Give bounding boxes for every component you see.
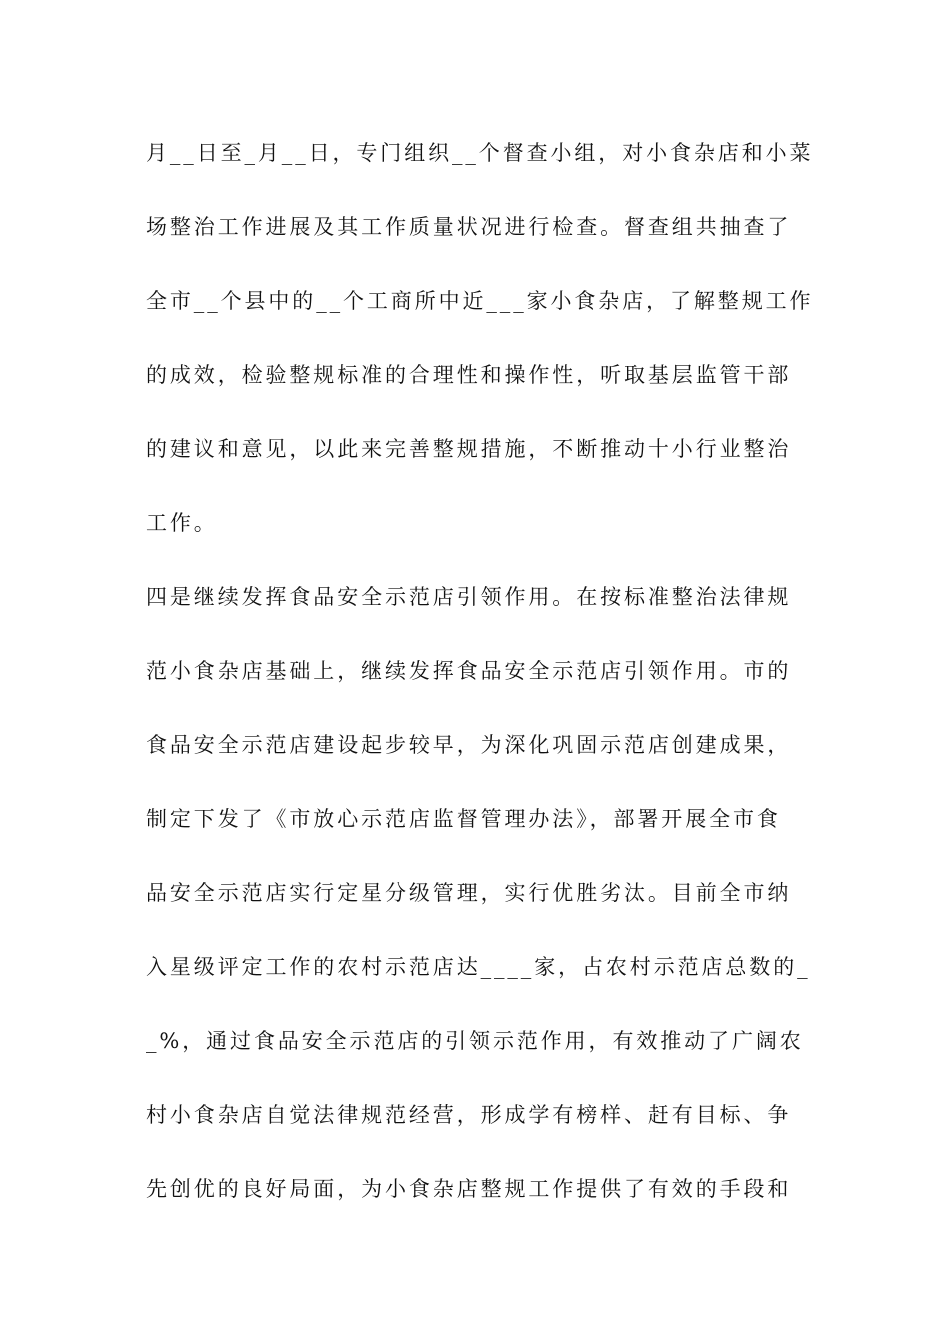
text-line: 的建议和意见，以此来完善整规措施，不断推动十小行业整治 — [146, 437, 792, 461]
text-line: 全市__个县中的__个工商所中近___家小食杂店，了解整规工作 — [146, 289, 814, 313]
text-line: 先创优的良好局面，为小食杂店整规工作提供了有效的手段和 — [146, 1177, 792, 1201]
text-line: 月__日至_月__日，专门组织__个督查小组，对小食杂店和小菜 — [146, 141, 814, 165]
text-line: 入星级评定工作的农村示范店达____家，占农村示范店总数的_ — [146, 955, 811, 979]
text-line: 范小食杂店基础上，继续发挥食品安全示范店引领作用。市的 — [146, 659, 792, 683]
text-line: 工作。 — [146, 511, 218, 535]
text-line: 场整治工作进展及其工作质量状况进行检查。督查组共抽查了 — [146, 215, 792, 239]
text-line: 村小食杂店自觉法律规范经营，形成学有榜样、赶有目标、争 — [146, 1103, 792, 1127]
text-line: 制定下发了《市放心示范店监督管理办法》，部署开展全市食 — [146, 807, 781, 831]
text-line: 的成效，检验整规标准的合理性和操作性，听取基层监管干部 — [146, 363, 792, 387]
text-line: _%，通过食品安全示范店的引领示范作用，有效推动了广阔农 — [146, 1029, 804, 1053]
text-line: 食品安全示范店建设起步较早，为深化巩固示范店创建成果， — [146, 733, 792, 757]
text-line: 品安全示范店实行定星分级管理，实行优胜劣汰。目前全市纳 — [146, 881, 792, 905]
text-line: 四是继续发挥食品安全示范店引领作用。在按标准整治法律规 — [146, 585, 792, 609]
